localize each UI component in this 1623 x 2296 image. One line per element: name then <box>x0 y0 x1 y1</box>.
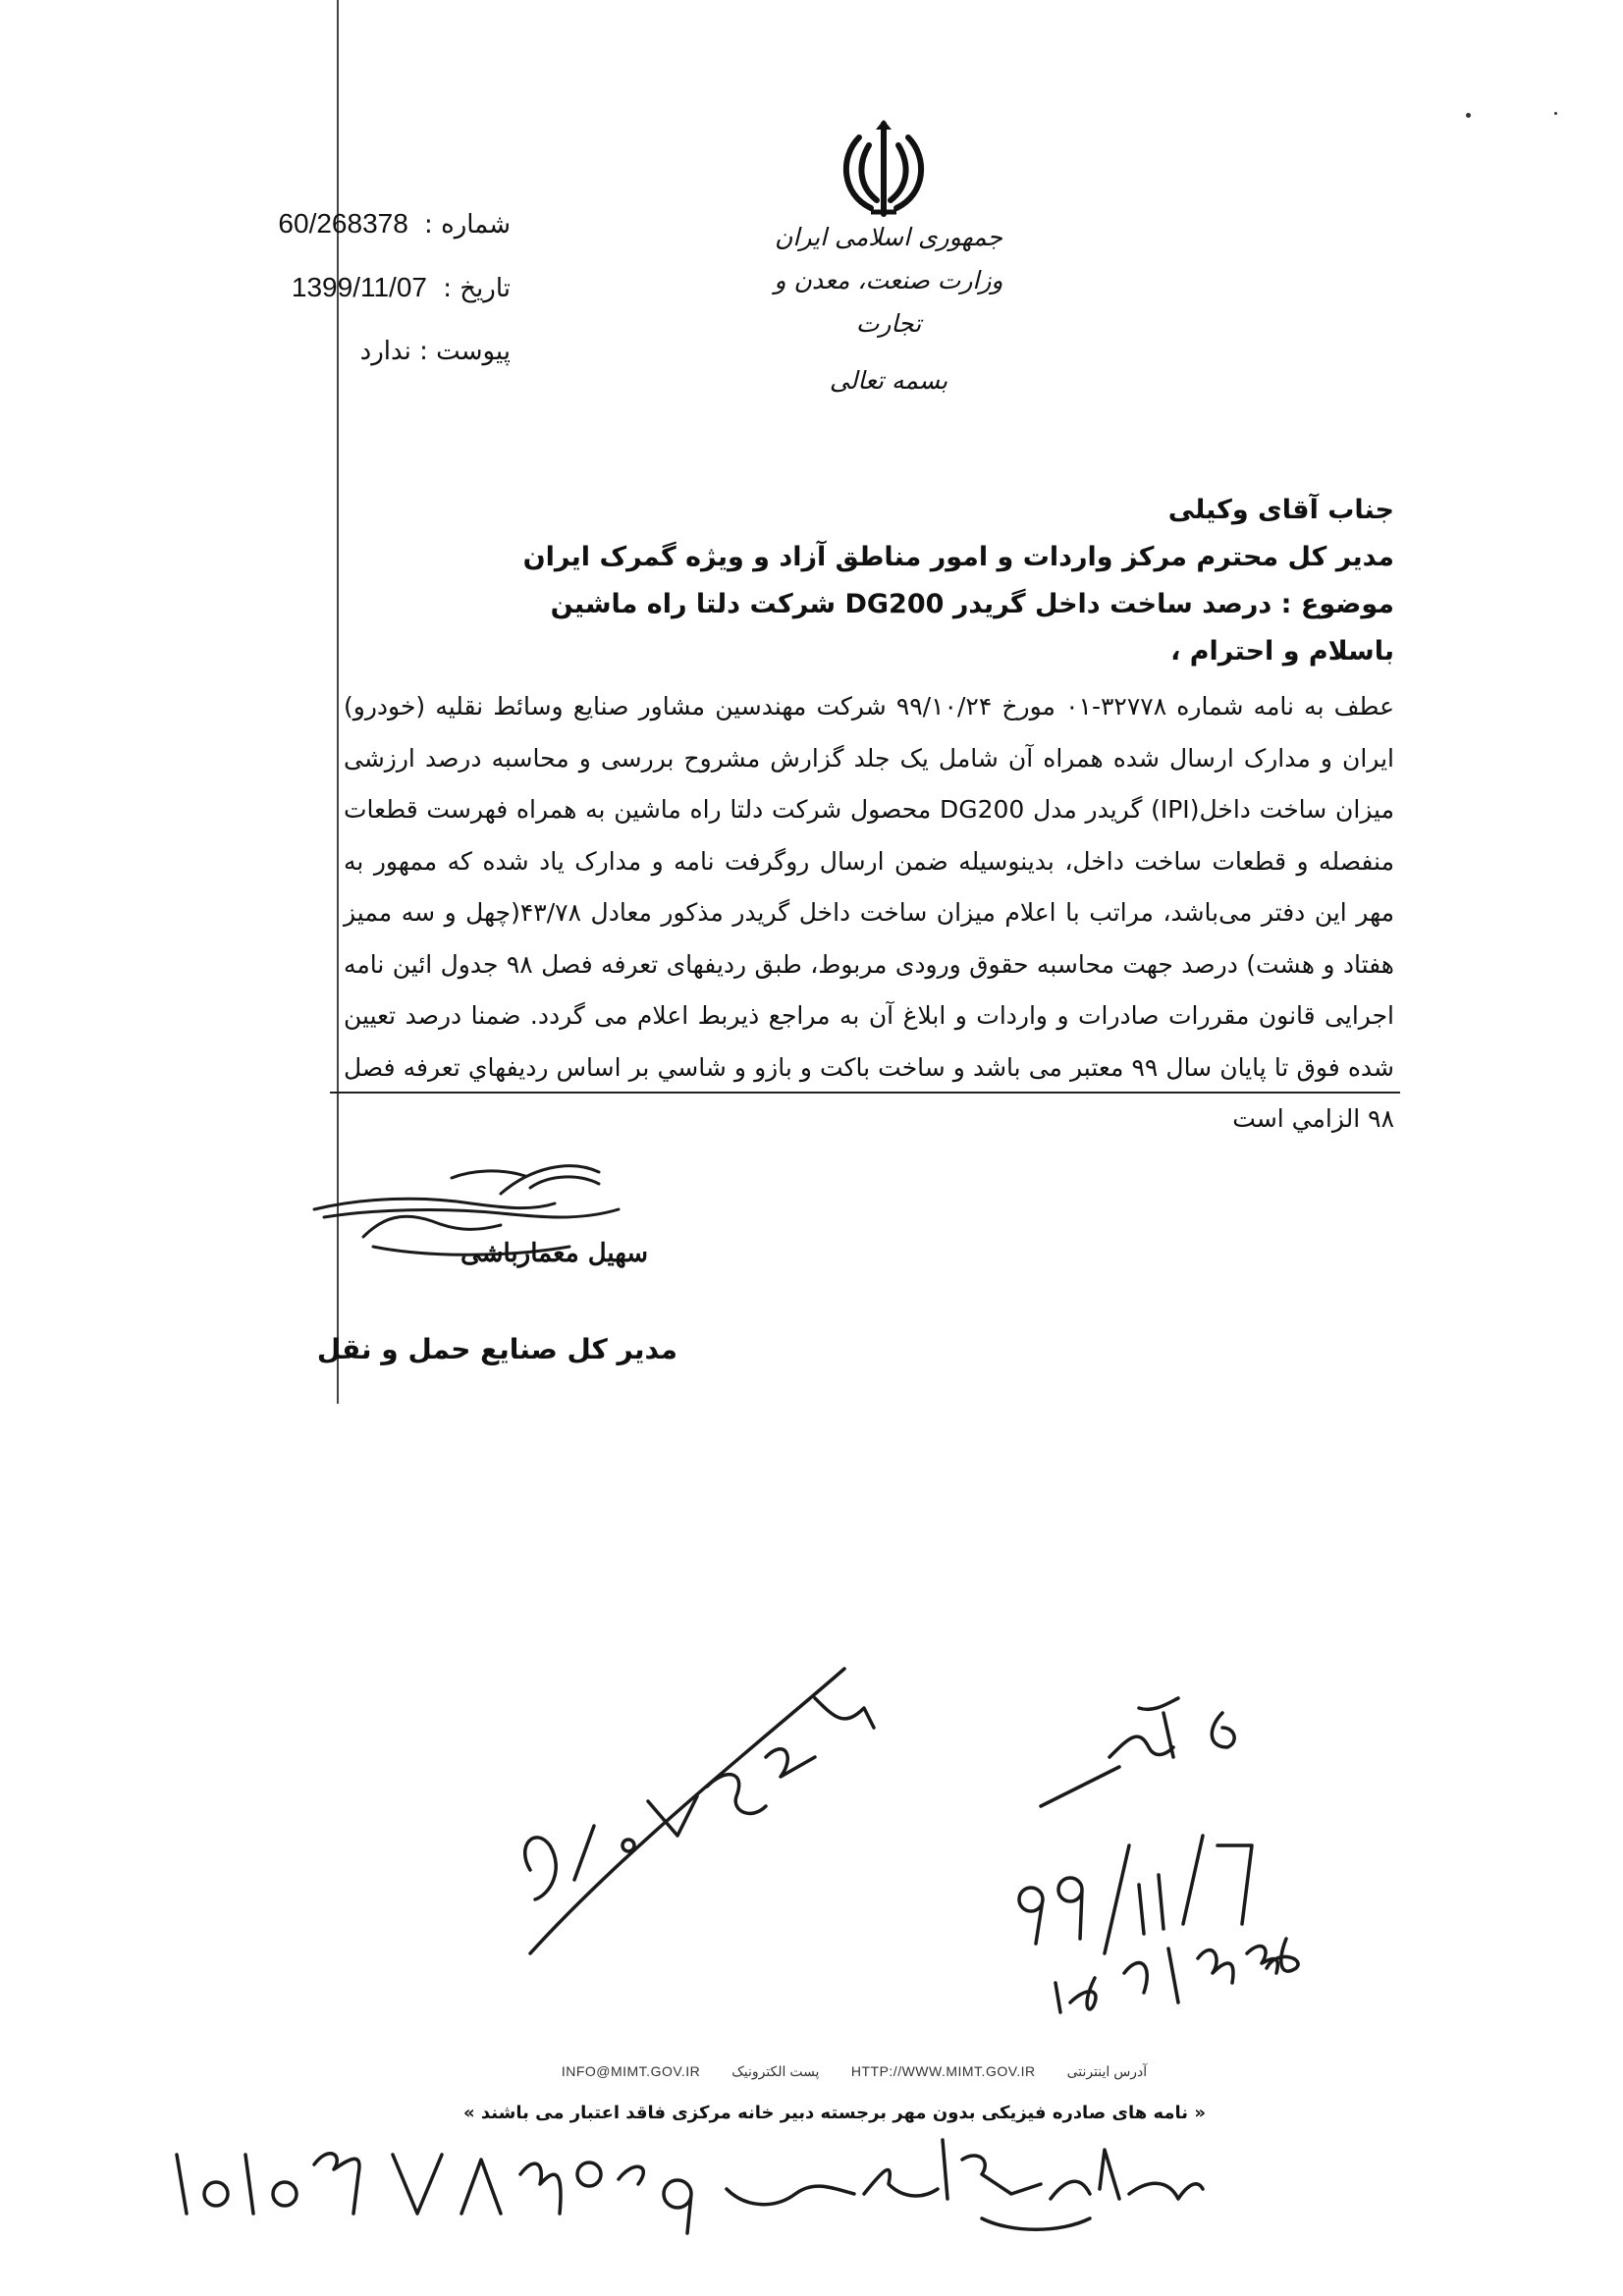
country-name: جمهوری اسلامی ایران <box>775 223 1002 251</box>
letter-subject: موضوع : درصد ساخت داخل گریدر DG200 شرکت دلتا راه ماشین <box>550 589 1394 619</box>
handwritten-receipt-date <box>1019 1836 1252 1953</box>
footer-contact <box>491 2063 1217 2080</box>
handwritten-bottom-number <box>177 2154 691 2233</box>
signer-name: سهیل معمارباشی <box>460 1239 648 1268</box>
email-link[interactable]: INFO@MIMT.GOV.IR <box>561 2063 701 2079</box>
attachment-label: پیوست : <box>419 337 511 366</box>
letter-number-label: شماره : <box>424 210 511 240</box>
signer-title: مدیر کل صنایع حمل و نقل <box>316 1333 677 1365</box>
body-paragraph: عطف به نامه شماره ۳۲۷۷۸-۰۱ مورخ ۹۹/۱۰/۲۴ شرکت مهندسین مشاور صنایع وسائط نقلیه (خودرو) ایران و مدارک ارسال شده همراه آن شامل یک جلد گزارش مشروح بررسی و محاسبه درصد ارزشی میزان ساخت داخل(IPI) گریدر مدل DG200 محصول شرکت دلتا راه ماشین به همراه فهرست قطعات منفصله و قطعات ساخت داخل، بدینوسیله ضمن ارسال روگرفت نامه و مدارک یاد شده که ممهور به مهر این دفتر می‌باشد، مراتب با اعلام میزان ساخت داخل گریدر مذکور معادل ۴۳/۷۸(چهل و سه ممیز هفتاد و هشت) درصد جهت محاسبه حقوق ورودی مربوط، طبق ردیفهای تعرفه فصل ۹۸ جدول ائین نامه اجرایی قانون مقررات صادرات و واردات و ابلاغ آن به مراجع ذیربط اعلام می گردد. ضمنا درصد تعیین شده فوق تا پایان سال ۹۹ معتبر می باشد و ساخت باکت و بازو و شاسي بر اساس رديفهاي تعرفه فصل ۹۸ الزامي است <box>344 692 1394 1133</box>
recipient-title: مدیر کل محترم مرکز واردات و امور مناطق آزاد و ویژه گمرک ایران <box>522 542 1394 572</box>
website-link[interactable]: HTTP://WWW.MIMT.GOV.IR <box>850 2063 1036 2079</box>
handwritten-bottom-text <box>727 2140 1203 2229</box>
recipient-name: جناب آقای وکیلی <box>1167 495 1394 525</box>
letter-date-value: 1399/11/07 <box>291 272 427 302</box>
letter-number-value: 60/268378 <box>278 208 408 239</box>
handwritten-receipt-word <box>1041 1698 1234 1806</box>
handwritten-number-large <box>525 1669 874 1953</box>
attachment-value: ندارد <box>359 337 411 366</box>
website-label: آدرس اینترنتی <box>1066 2063 1148 2079</box>
footer-validity-note: « نامه های صادره فیزیکی بدون مهر برجسته دبیر خانه مرکزی فاقد اعتبار می باشند » <box>463 2103 1206 2123</box>
greeting: باسلام و احترام ، <box>1170 636 1394 667</box>
letter-date-label: تاریخ : <box>443 274 511 303</box>
ministry-name: وزارت صنعت، معدن و تجارت <box>774 266 1003 338</box>
email-label: پست الکترونیک <box>731 2063 820 2079</box>
handwritten-receipt-number <box>1055 1939 1298 2012</box>
invocation: بسمه تعالی <box>829 366 948 395</box>
